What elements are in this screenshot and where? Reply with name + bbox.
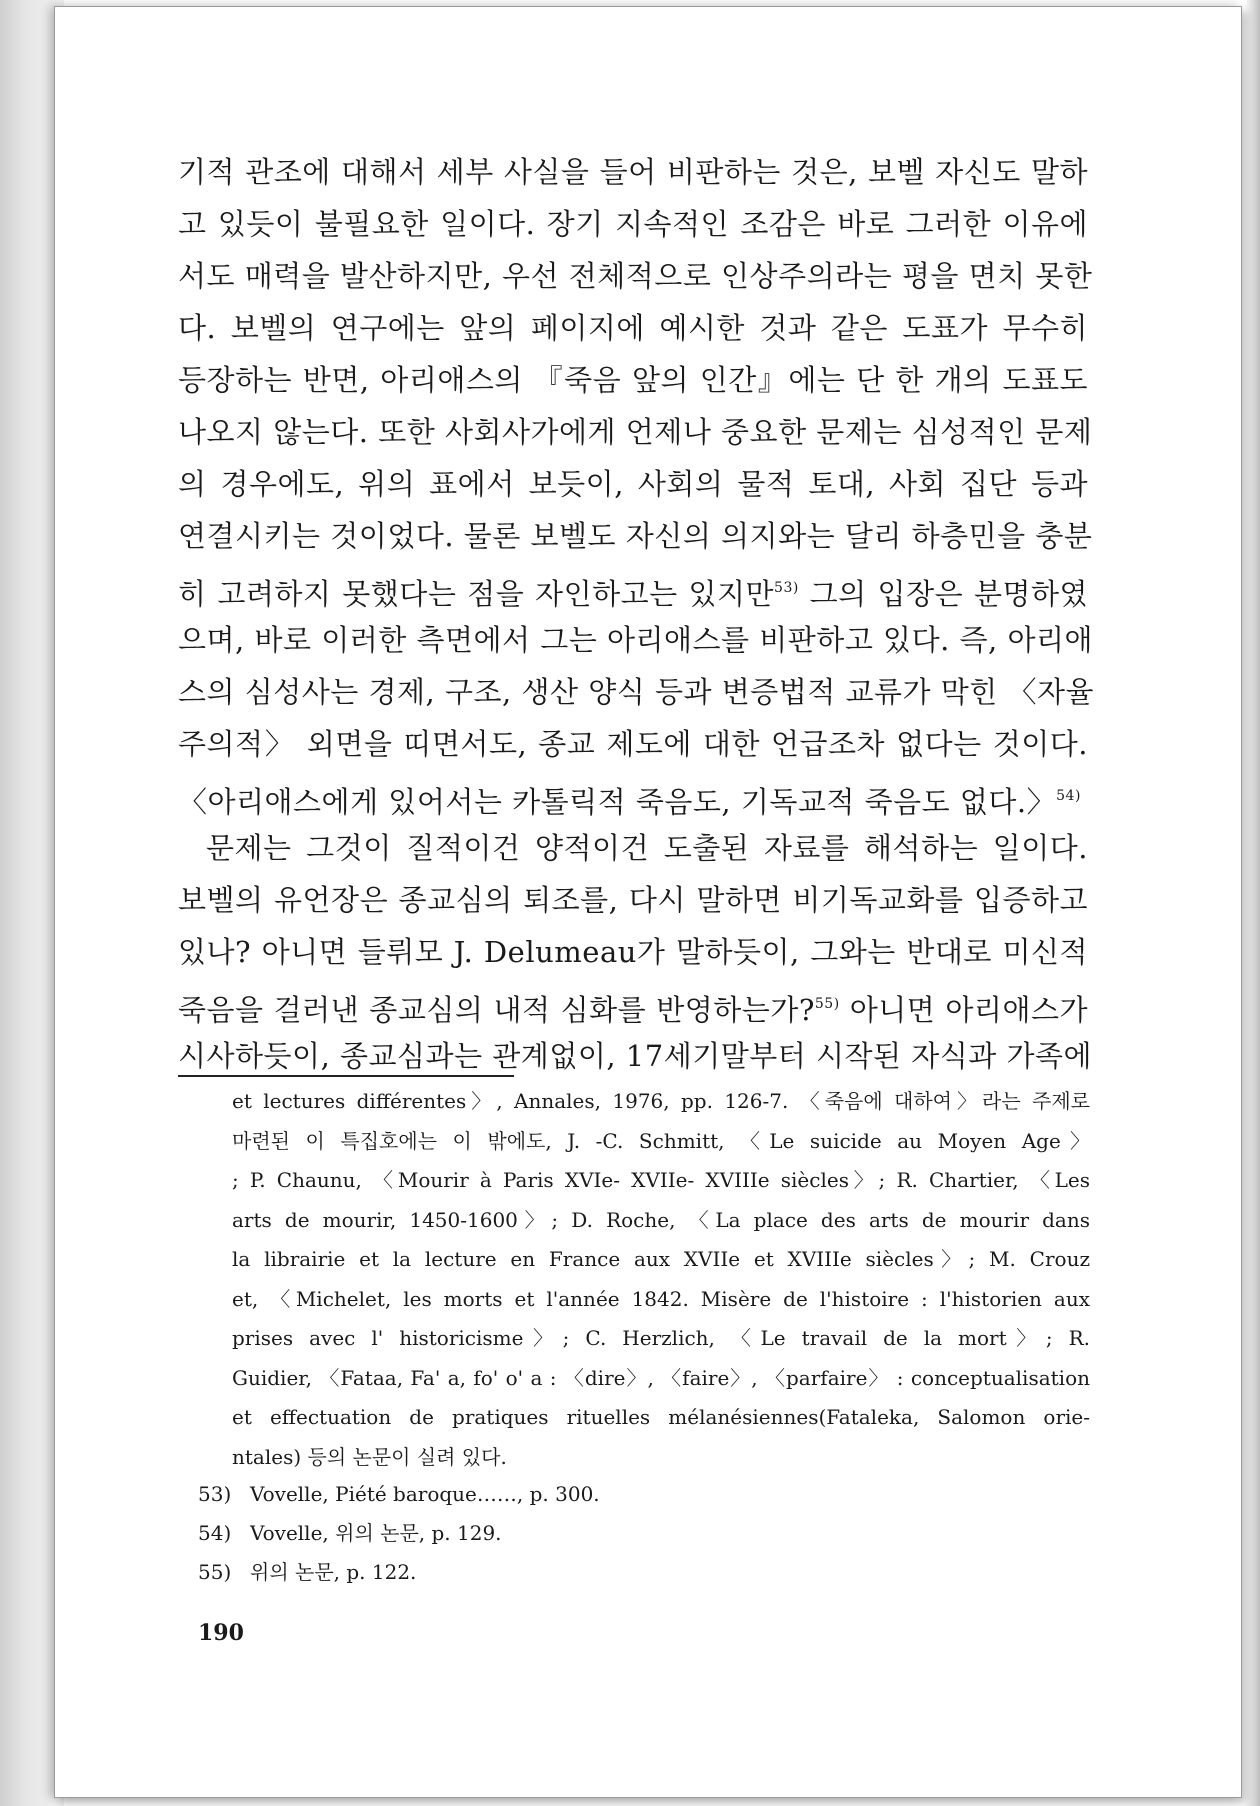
page-edge-shadow xyxy=(1244,0,1260,1806)
body-line: 보벨의 유언장은 종교심의 퇴조를, 다시 말하면 비기독교화를 입증하고 xyxy=(178,883,1088,917)
footnote-number: 54) xyxy=(198,1521,232,1545)
body-line: 나오지 않는다. 또한 사회사가에게 언제나 중요한 문제는 심성적인 문제 xyxy=(178,415,1093,449)
footnote-text: Vovelle, Piété baroque……, p. 300. xyxy=(250,1482,600,1506)
footnote-line: arts de mourir, 1450-1600〉; D. Roche, 〈La place des arts de mourir dans xyxy=(232,1207,1090,1232)
body-line: 다. 보벨의 연구에는 앞의 페이지에 예시한 것과 같은 도표가 무수히 xyxy=(178,311,1088,345)
body-text xyxy=(178,146,1094,1082)
footnote-line: et, 〈Michelet, les morts et l'année 1842. Misère de l'histoire : l'historien aux xyxy=(232,1286,1090,1311)
footnote-line: et lectures différentes〉, Annales, 1976, pp. 126-7. 〈죽음에 대하여〉라는 주제로 xyxy=(232,1089,1090,1113)
footnote-text: 위의 논문, p. 122. xyxy=(250,1560,417,1584)
body-paragraph-start: 문제는 그것이 질적이건 양적이건 도출된 자료를 해석하는 일이다. xyxy=(206,831,1088,865)
footnote-ref-53: 53) xyxy=(774,580,799,596)
footnote-line: ntales) 등의 논문이 실려 있다. xyxy=(232,1444,507,1469)
footnote-text: Vovelle, 위의 논문, p. 129. xyxy=(250,1521,502,1545)
body-line-with-footnote xyxy=(178,562,1088,614)
footnote-line: Guidier, 〈Fataa, Fa' a, fo' o' a : 〈dire〉, 〈faire〉, 〈parfaire〉 : conceptualisation xyxy=(232,1365,1090,1390)
body-line: 으며, 바로 이러한 측면에서 그는 아리애스를 비판하고 있다. 즉, 아리애 xyxy=(178,623,1094,657)
footnote-54 xyxy=(198,1514,898,1553)
body-line-head: 죽음을 걸러낸 종교심의 내적 심화를 반영하는가? xyxy=(178,993,815,1027)
body-line: 등장하는 반면, 아리애스의 『죽음 앞의 인간』에는 단 한 개의 도표도 xyxy=(178,363,1088,397)
footnote-number: 53) xyxy=(198,1482,232,1506)
body-line-head: 히 고려하지 못했다는 점을 자인하고는 있지만 xyxy=(178,577,775,611)
footnote-53 xyxy=(198,1475,898,1514)
body-line: 고 있듯이 불필요한 일이다. 장기 지속적인 조감은 바로 그러한 이유에 xyxy=(178,207,1088,241)
body-line: 스의 심성사는 경제, 구조, 생산 양식 등과 변증법적 교류가 막힌 〈자율 xyxy=(178,675,1094,709)
body-line-tail: 그의 입장은 분명하였 xyxy=(809,577,1089,611)
footnote-divider xyxy=(178,1075,514,1077)
body-line: 의 경우에도, 위의 표에서 보듯이, 사회의 물적 토대, 사회 집단 등과 xyxy=(178,467,1088,501)
footnote-line: et effectuation de pratiques rituelles mélanésiennes(Fataleka, Salomon orie- xyxy=(232,1405,1090,1429)
body-line: 서도 매력을 발산하지만, 우선 전체적으로 인상주의라는 평을 면치 못한 xyxy=(178,259,1093,293)
footnote-line: 마련된 이 특집호에는 이 밖에도, J. -C. Schmitt, 〈Le suicide au Moyen Age〉 xyxy=(232,1128,1090,1153)
footnote-55 xyxy=(198,1553,898,1592)
footnote-ref-55: 55) xyxy=(814,996,840,1012)
body-line: 주의적〉 외면을 띠면서도, 종교 제도에 대한 언급조차 없다는 것이다. xyxy=(178,727,1088,761)
body-line: 연결시키는 것이었다. 물론 보벨도 자신의 의지와는 달리 하층민을 충분 xyxy=(178,519,1093,553)
body-line-head: 〈아리애스에게 있어서는 카톨릭적 죽음도, 기독교적 죽음도 없다.〉 xyxy=(178,785,1057,819)
page-number: 190 xyxy=(198,1620,244,1646)
body-line: 시사하듯이, 종교심과는 관계없이, 17세기말부터 시작된 자식과 가족에 xyxy=(178,1039,1093,1073)
body-line: 기적 관조에 대해서 세부 사실을 들어 비판하는 것은, 보벨 자신도 말하 xyxy=(178,155,1088,189)
footnote-line: la librairie et la lecture en France aux XVIIe et XVIIIe siècles〉; M. Crouz xyxy=(232,1247,1090,1271)
body-line-tail: 아니면 아리애스가 xyxy=(849,993,1088,1027)
footnote-number: 55) xyxy=(198,1560,232,1584)
body-line-with-footnote xyxy=(178,978,1088,1030)
footnote-line: ; P. Chaunu, 〈Mourir à Paris XVIe- XVIIe- XVIIIe siècles〉; R. Chartier, 〈Les xyxy=(232,1168,1090,1192)
footnote-ref-54: 54) xyxy=(1056,788,1081,804)
footnote-continuation xyxy=(232,1082,1090,1477)
footnote-line: prises avec l' historicisme〉; C. Herzlich, 〈Le travail de la mort〉; R. xyxy=(232,1326,1090,1350)
body-line-with-footnote xyxy=(178,770,1088,822)
body-line: 있나? 아니면 들뤼모 J. Delumeau가 말하듯이, 그와는 반대로 미신적 xyxy=(178,935,1088,969)
footnote-references xyxy=(198,1475,898,1592)
